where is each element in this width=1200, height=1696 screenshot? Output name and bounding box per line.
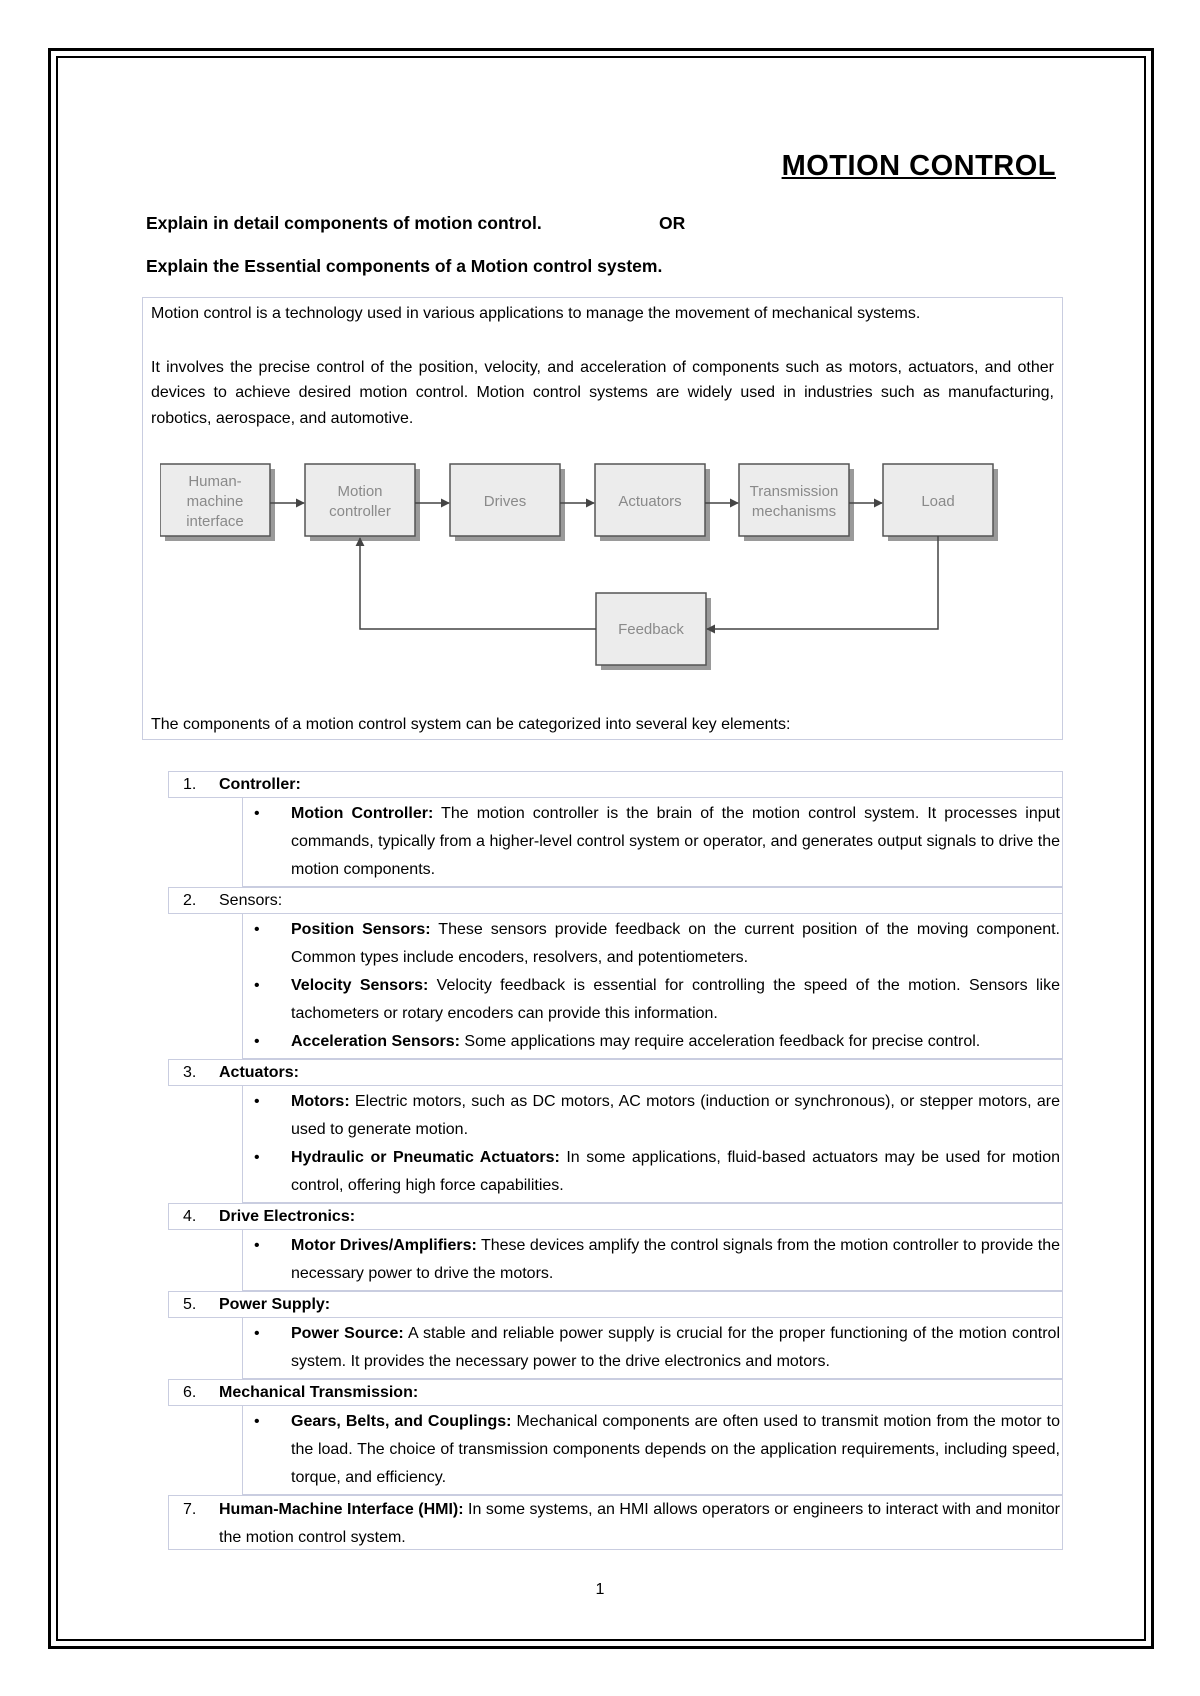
bullet-item [243,916,1062,972]
bullet-text: These devices amplify the control signals from the motion controller to provide the necessary power to drive the motors. [291,1237,1061,1282]
item-label: Mechanical Transmission: [219,1384,419,1401]
bullet-label: Motor Drives/Amplifiers: [291,1237,477,1254]
item-label: Controller: [219,776,301,793]
list-item-heading [168,1059,1063,1086]
list-item-heading [168,1291,1063,1318]
question-2: Explain the Essential components of a Motion control system. [146,256,663,276]
bullet-label: Motors: [291,1093,350,1110]
bullet-icon: • [254,977,260,994]
bullet-text: A stable and reliable power supply is crucial for the proper functioning of the motion control system. It provides the necessary power to the drive electronics and motors. [291,1325,1061,1370]
bullet-text: These sensors provide feedback on the current position of the moving component. Common types include encoders, resolvers, and potentiometers. [291,921,1061,966]
bullet-item [243,1028,1062,1056]
list-item-hmi [168,1495,1063,1550]
item-number: 4. [183,1208,197,1225]
bullet-icon: • [254,1033,260,1050]
motion-control-block-diagram [160,460,1022,685]
bullet-item [243,800,1062,884]
bullet-text: The motion controller is the brain of the motion control system. It processes input commands, typically from a higher-level control system or operator, and generates output signals to drive the motion components. [291,805,1060,878]
list-item-heading [168,1379,1063,1406]
item-label: Human-Machine Interface (HMI): [219,1501,464,1518]
bullet-text: Velocity feedback is essential for controlling the speed of the motion. Sensors like tachometers or rotary encoders can provide this information. [291,977,1061,1022]
list-item-body [242,914,1063,1059]
bullet-text: In some applications, fluid-based actuators may be used for motion control, offering high force capabilities. [291,1149,1061,1194]
bullet-icon: • [254,1149,260,1166]
bullet-text: Some applications may require acceleration feedback for precise control. [459,1033,981,1050]
item-number: 2. [183,892,197,909]
label-hmi-3: interface [186,513,244,530]
bullet-label: Gears, Belts, and Couplings: [291,1413,512,1430]
list-item-body [242,798,1063,887]
list-item-body [242,1406,1063,1495]
block-transmission [739,464,849,536]
list-item-heading [168,1203,1063,1230]
bullet-item [243,1088,1062,1144]
bullet-icon: • [254,1093,260,1110]
list-item-body [242,1086,1063,1203]
list-item-heading [168,771,1063,798]
list-item-body [242,1318,1063,1379]
item-number: 7. [183,1501,197,1518]
bullet-text: Mechanical components are often used to transmit motion from the motor to the load. The choice of transmission components depends on the application requirements, including speed, torque, and efficiency. [291,1413,1061,1486]
bullet-icon: • [254,805,260,822]
components-list [168,771,1063,1550]
item-label: Actuators: [219,1064,300,1081]
label-hmi-1: Human- [188,473,242,490]
item-number: 6. [183,1384,197,1401]
label-load: Load [921,493,955,510]
intro-paragraph-1: Motion control is a technology used in various applications to manage the movement of mechanical systems. [151,305,921,322]
page-number: 1 [595,1581,605,1598]
bullet-item [243,972,1062,1028]
bullet-item [243,1320,1062,1376]
bullet-label: Power Source: [291,1325,404,1342]
hmi-item-content [219,1496,1060,1552]
bullet-item [243,1408,1062,1492]
hmi-item-text: In some systems, an HMI allows operators or engineers to interact with and monitor the motion control system. [219,1501,1061,1546]
bullet-icon: • [254,1413,260,1430]
intro-paragraph-2: It involves the precise control of the position, velocity, and acceleration of components such as motors, actuators, and other devices to achieve desired motion control. Motion control systems are widely used in industries such as manufacturing, robotics, aerospace, and automotive. [151,358,1054,427]
list-item-body [242,1230,1063,1291]
question-1-text: Explain in detail components of motion control. [146,213,542,233]
block-motion-controller [305,464,415,536]
bullet-label: Hydraulic or Pneumatic Actuators: [291,1149,560,1166]
bullet-item [243,1232,1062,1288]
bullet-label: Velocity Sensors: [291,977,429,994]
item-label: Drive Electronics: [219,1208,356,1225]
item-number: 5. [183,1296,197,1313]
question-1 [146,213,686,234]
list-item-heading [168,887,1063,914]
label-feedback: Feedback [618,621,684,638]
question-or: OR [659,213,686,233]
item-number: 3. [183,1064,197,1081]
bullet-icon: • [254,1237,260,1254]
label-hmi-2: machine [186,493,244,510]
bullet-icon: • [254,921,260,938]
item-number: 1. [183,776,197,793]
bullet-icon: • [254,1325,260,1342]
bullet-label: Motion Controller: [291,805,434,822]
label-drives: Drives [483,493,527,510]
item-label: Power Supply: [219,1296,331,1313]
bullet-text: Electric motors, such as DC motors, AC motors (induction or synchronous), or stepper motors, are used to generate motion. [291,1093,1060,1138]
page-title: MOTION CONTROL [781,150,1056,182]
intro-paragraph-3: The components of a motion control system can be categorized into several key elements: [151,716,791,733]
label-controller-2: controller [329,503,391,520]
label-controller-1: Motion [337,483,383,500]
bullet-label: Acceleration Sensors: [291,1033,460,1050]
bullet-item [243,1144,1062,1200]
item-label: Sensors: [219,892,283,909]
label-transmission-2: mechanisms [751,503,837,520]
label-actuators: Actuators [618,493,682,510]
label-transmission-1: Transmission [749,483,839,500]
bullet-label: Position Sensors: [291,921,431,938]
